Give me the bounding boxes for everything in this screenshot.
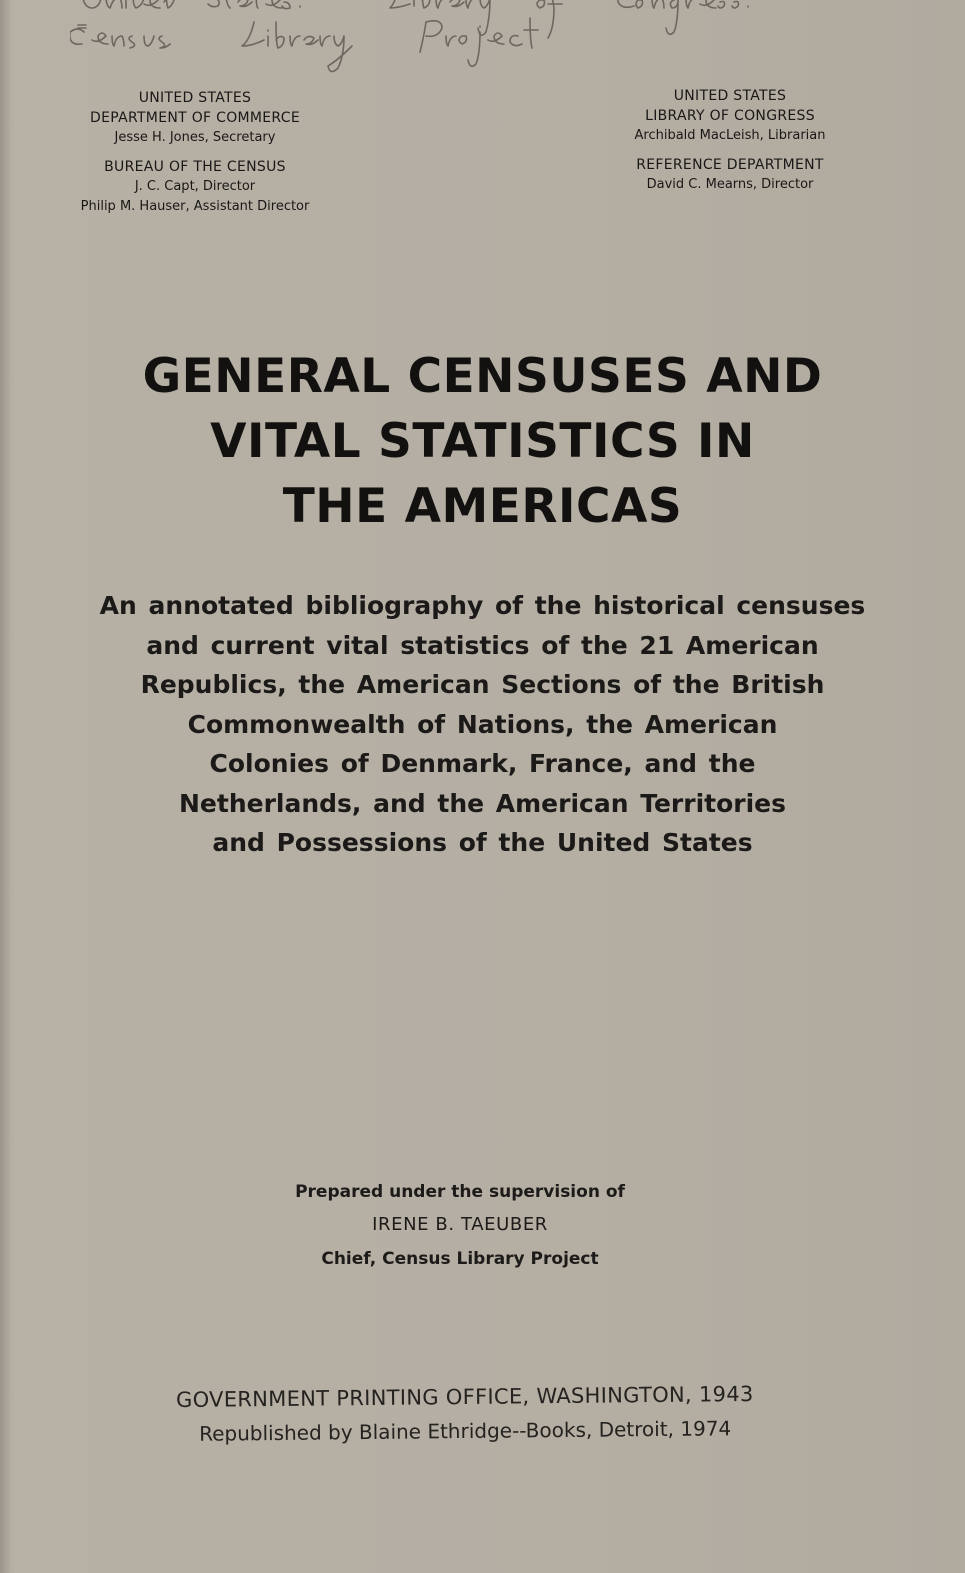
subtitle-line: Colonies of Denmark, France, and the <box>209 749 756 778</box>
subtitle-line: and Possessions of the United States <box>212 828 753 857</box>
imprint-republished: Republished by Blaine Ethridge--Books, Detroit, 1974 <box>199 1416 732 1446</box>
header-right-librarian: Archibald MacLeish, Librarian <box>634 128 826 143</box>
header-left-country: UNITED STATES <box>138 90 252 106</box>
imprint-publisher: GOVERNMENT PRINTING OFFICE, WASHINGTON, 1943 <box>175 1381 754 1413</box>
supervision-intro: Prepared under the supervision of <box>295 1182 625 1202</box>
header-right-director: David C. Mearns, Director <box>646 177 814 192</box>
subtitle-line: and current vital statistics of the 21 American <box>146 630 819 660</box>
handwritten-annotation <box>70 0 790 94</box>
supervision-block <box>180 1176 740 1276</box>
header-left-secretary: Jesse H. Jones, Secretary <box>114 130 276 145</box>
supervisor-name: IRENE B. TAEUBER <box>372 1214 548 1235</box>
subtitle-line: Commonwealth of Nations, the American <box>187 709 778 739</box>
subtitle-line: An annotated bibliography of the historical censuses <box>99 591 866 620</box>
header-right-country: UNITED STATES <box>673 88 787 104</box>
supervisor-title: Chief, Census Library Project <box>321 1249 599 1269</box>
header-commerce <box>50 88 340 217</box>
header-left-bureau: BUREAU OF THE CENSUS <box>104 159 286 175</box>
title-line: VITAL STATISTICS IN <box>210 414 755 469</box>
book-subtitle <box>40 586 925 863</box>
subtitle-line: Netherlands, and the American Territories <box>178 788 787 818</box>
header-right-department: REFERENCE DEPARTMENT <box>636 157 824 173</box>
header-library <box>590 86 870 195</box>
book-title <box>60 344 905 539</box>
title-line: THE AMERICAS <box>282 479 683 534</box>
title-line: GENERAL CENSUSES AND <box>142 349 823 404</box>
book-gutter <box>0 0 10 1573</box>
header-right-library: LIBRARY OF CONGRESS <box>645 108 815 124</box>
header-left-department: DEPARTMENT OF COMMERCE <box>90 110 300 126</box>
header-left-assistant-director: Philip M. Hauser, Assistant Director <box>80 199 310 214</box>
subtitle-line: Republics, the American Sections of the British <box>140 670 825 699</box>
imprint-block <box>100 1376 831 1452</box>
header-left-director: J. C. Capt, Director <box>134 179 256 194</box>
